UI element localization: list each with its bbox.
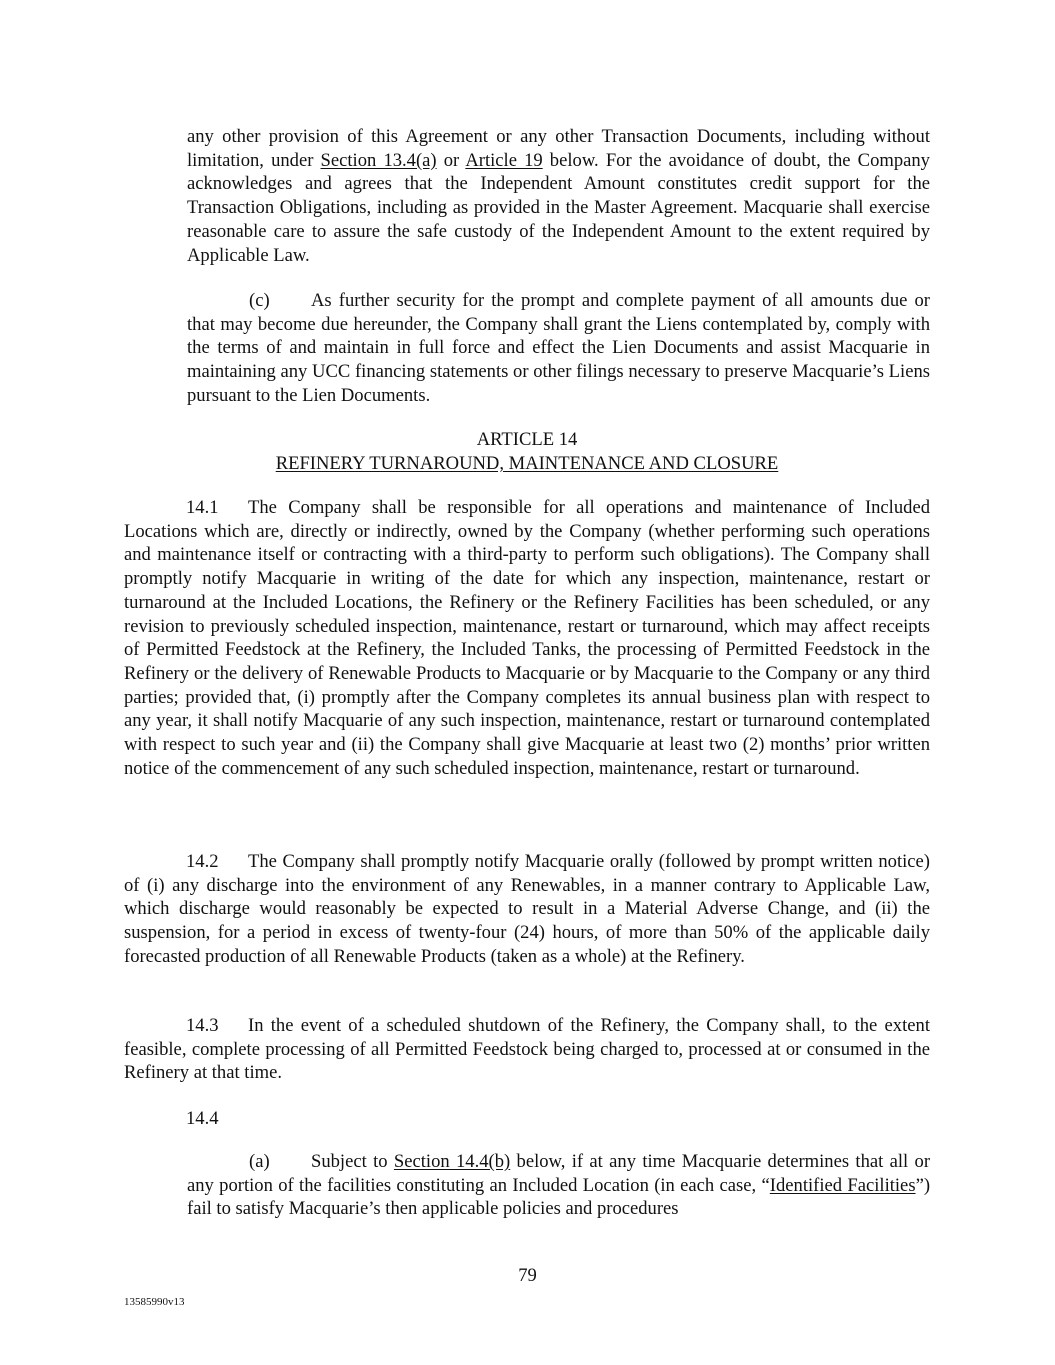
paragraph-label: (c) <box>249 290 270 311</box>
section-number: 14.4 <box>186 1108 219 1129</box>
section-14-4 <box>124 1107 930 1131</box>
article-19-reference[interactable]: Article 19 <box>465 149 543 171</box>
section-14-2 <box>124 850 930 969</box>
document-id: 13585990v13 <box>124 1296 185 1308</box>
paragraph-c <box>187 289 930 408</box>
article-title: REFINERY TURNAROUND, MAINTENANCE AND CLOSURE <box>275 453 779 474</box>
page-number: 79 <box>518 1265 537 1286</box>
section-14-1 <box>124 496 930 780</box>
text: or <box>436 149 466 171</box>
text: Subject to <box>311 1151 394 1172</box>
paragraph-b-continuation <box>187 125 930 267</box>
article-number: ARTICLE 14 <box>476 429 578 450</box>
article-title-wrap <box>124 452 930 476</box>
paragraph-text: As further security for the prompt and complete payment of all amounts due or that may become due hereunder, the Company shall grant the Liens contemplated by, comply with the terms of and maintain in full force and effect the Lien Documents and assist Macquarie in maintaining any UCC financing statements or other filings necessary to preserve Macquarie’s Liens pursuant to the Lien Documents. <box>187 290 930 406</box>
text: below. For the avoidance of doubt, the Company acknowledges and agrees that the Independent Amount constitutes credit support for the Transaction Obligations, including as provided in the Master Agreement. Macquarie shall exercise reasonable care to assure the safe custody of the Independent Amount to the extent required by Applicable Law. <box>187 149 930 266</box>
text: ”) fail to satisfy Macquarie’s then applicable policies and procedures <box>187 1174 931 1220</box>
section-13-4a-reference[interactable]: Section 13.4(a) <box>320 149 437 171</box>
section-text: The Company shall promptly notify Macquarie orally (followed by prompt written notice) of (i) any discharge into the environment of any Renewables, in a manner contrary to Applicable Law, which discharge would reasonably be expected to result in a Material Adverse Change, and (ii) the suspension, for a period in excess of twenty-four (24) hours, of more than 50% of the applicable daily forecasted production of all Renewable Products (taken as a whole) at the Refinery. <box>124 851 930 967</box>
section-number: 14.3 <box>186 1015 219 1036</box>
section-number: 14.1 <box>186 497 219 518</box>
section-text: The Company shall be responsible for all operations and maintenance of Included Locations which are, directly or indirectly, owned by the Company (whether performing such operations and maintenance itself or contracting with a third-party to perform such obligations). The Company shall promptly notify Macquarie in writing of the date for which any inspection, maintenance, restart or turnaround at the Included Locations, the Refinery or the Refinery Facilities has been scheduled, or any revision to previously scheduled inspection, maintenance, restart or turnaround, which may affect receipts of Permitted Feedstock at the Refinery, the Included Tanks, the processing of Permitted Feedstock in the Refinery or the delivery of Renewable Products to Macquarie or by Macquarie to the Company or any third parties; provided that, (i) promptly after the Company completes its annual business plan with respect to any year, it shall notify Macquarie of any such inspection, maintenance, restart or turnaround contemplated with respect to such year and (ii) the Company shall give Macquarie at least two (2) months’ prior written notice of the commencement of any such scheduled inspection, maintenance, restart or turnaround. <box>124 497 930 779</box>
text: any other provision of this Agreement or any other Transaction Documents, including without limitation, under <box>187 126 930 171</box>
defined-term-identified-facilities: Identified Facilities <box>769 1174 916 1196</box>
section-text: In the event of a scheduled shutdown of the Refinery, the Company shall, to the extent feasible, complete processing of all Permitted Feedstock being charged to, processed at or consumed in the Refinery at that time. <box>124 1015 930 1084</box>
section-14-4b-reference[interactable]: Section 14.4(b) <box>393 1151 511 1172</box>
section-14-3 <box>124 1014 930 1085</box>
paragraph-label: (a) <box>249 1151 270 1172</box>
paragraph-14-4-a <box>187 1150 930 1221</box>
section-number: 14.2 <box>186 851 219 872</box>
text: below, if at any time Macquarie determines that all or any portion of the facilities constituting an Included Location (in each case, “ <box>187 1151 931 1196</box>
